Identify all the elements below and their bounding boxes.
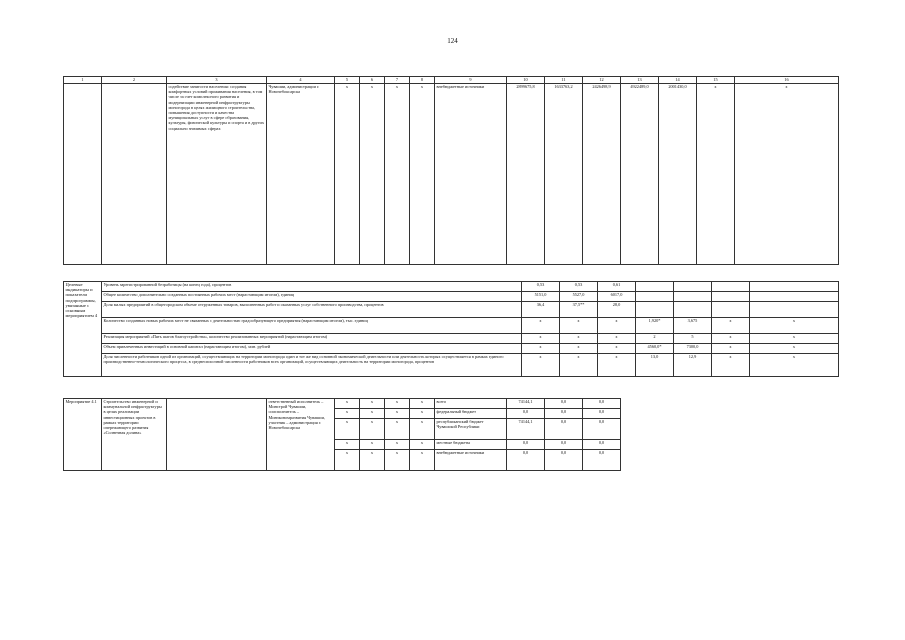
target-value: x xyxy=(598,334,636,344)
target-value: x xyxy=(560,334,598,344)
target-value: x xyxy=(522,334,560,344)
table-cell xyxy=(64,84,102,265)
funding-value: 0,0 xyxy=(583,399,621,409)
funding-value: 0,0 xyxy=(507,450,545,471)
table-cell: x xyxy=(697,84,735,265)
target-value: 5 xyxy=(674,334,712,344)
table-cell: x xyxy=(410,440,435,450)
table-cell xyxy=(659,399,697,471)
table-row xyxy=(64,399,839,409)
target-value: 1,920* xyxy=(636,318,674,334)
funding-value: 0,0 xyxy=(545,450,583,471)
continuation-table xyxy=(63,83,839,265)
target-value: x xyxy=(522,344,560,354)
target-value: 7300,0 xyxy=(674,344,712,354)
target-value: 2 xyxy=(636,334,674,344)
funding-value: 0,0 xyxy=(545,409,583,419)
header-cell: 1 xyxy=(64,77,102,84)
target-value: x xyxy=(560,344,598,354)
target-value: x xyxy=(712,318,750,334)
table-cell xyxy=(167,399,267,471)
page-number: 124 xyxy=(447,37,458,45)
funding-source: местные бюджеты xyxy=(435,440,507,450)
target-value: 12,9 xyxy=(674,354,712,377)
header-cell: 9 xyxy=(435,77,507,84)
table-cell: x xyxy=(360,399,385,409)
table-cell: x xyxy=(335,419,360,440)
header-cell: 3 xyxy=(167,77,267,84)
header-cell: 16 xyxy=(735,77,839,84)
target-value: x xyxy=(712,344,750,354)
funding-value: 0,0 xyxy=(545,440,583,450)
table-row xyxy=(64,334,839,344)
target-value: x xyxy=(560,318,598,334)
target-value xyxy=(636,282,674,292)
target-value: 5151,0 xyxy=(522,292,560,302)
target-value xyxy=(636,302,674,318)
table-cell: 2426498,9 xyxy=(583,84,621,265)
target-text: Доля малых предприятий в общегородском объеме отгруженных товаров, выполненных работ и оказанных услуг собственного производства, процентов xyxy=(102,302,522,318)
header-cell: 5 xyxy=(335,77,360,84)
target-value: x xyxy=(598,344,636,354)
target-text: Количество созданных новых рабочих мест не связанных с деятельностью градообразующего предприятия (нарастающим итогом), тыс. единиц xyxy=(102,318,522,334)
table-cell xyxy=(102,84,167,265)
target-value: 4560,0* xyxy=(636,344,674,354)
target-value xyxy=(750,302,839,318)
table-cell: содействие занятости населения: создания комфортных условий проживания населения, в том числе за счет комплексного развития и модернизации инженерной инфраструктуры моногорода в целях жилищного строительства, повышения доступности и качества муниципальных услуг в сфере образования, культуры, физической культуры и спорта и в других социально значимых сферах xyxy=(167,84,267,265)
target-value: 6017,0 xyxy=(598,292,636,302)
header-cell: 12 xyxy=(583,77,621,84)
target-text: Общее количество дополнительно созданных постоянных рабочих мест (нарастающим итогом), единиц xyxy=(102,292,522,302)
target-value xyxy=(674,302,712,318)
target-value: 0,53 xyxy=(522,282,560,292)
target-value: x xyxy=(522,354,560,377)
target-value xyxy=(674,282,712,292)
target-value: x xyxy=(712,354,750,377)
target-value: x xyxy=(598,318,636,334)
funding-source: всего xyxy=(435,399,507,409)
targets-label: Целевые индикаторы и показатели подпрограммы, увязанные с основным мероприятием 4 xyxy=(64,282,102,377)
funding-value: 0,0 xyxy=(583,419,621,440)
target-value: x xyxy=(750,354,839,377)
funding-value: 0,0 xyxy=(507,440,545,450)
header-cell: 7 xyxy=(385,77,410,84)
table-cell: 1633763,2 xyxy=(545,84,583,265)
table-cell: x xyxy=(385,450,410,471)
target-value: 5527,0 xyxy=(560,292,598,302)
target-value xyxy=(712,292,750,302)
table-cell: x xyxy=(410,84,435,265)
target-value xyxy=(712,302,750,318)
table-cell xyxy=(621,399,659,471)
table-row xyxy=(64,84,839,265)
target-value: x xyxy=(712,334,750,344)
funding-value: 74144,1 xyxy=(507,419,545,440)
table-row xyxy=(64,282,839,292)
table-cell: 2001430,0 xyxy=(659,84,697,265)
target-value: 36,4 xyxy=(522,302,560,318)
target-value: 3,675 xyxy=(674,318,712,334)
measure-table xyxy=(63,398,839,471)
table-cell: x xyxy=(410,450,435,471)
target-value: x xyxy=(750,344,839,354)
target-value xyxy=(674,292,712,302)
target-value: x xyxy=(750,334,839,344)
table-cell: x xyxy=(735,84,839,265)
measure-label: Мероприятие 4.1 xyxy=(64,399,102,471)
table-cell: x xyxy=(360,419,385,440)
table-cell: x xyxy=(335,450,360,471)
table-row xyxy=(64,318,839,334)
header-cell: 14 xyxy=(659,77,697,84)
table-cell: x xyxy=(335,440,360,450)
header-cell: 11 xyxy=(545,77,583,84)
table-cell: x xyxy=(410,419,435,440)
table-cell: x xyxy=(335,84,360,265)
table-cell: x xyxy=(385,84,410,265)
table-cell: x xyxy=(335,399,360,409)
table-cell: Чувашии, администрации г. Новочебоксарска xyxy=(267,84,335,265)
target-value: 0,61 xyxy=(598,282,636,292)
header-cell: 2 xyxy=(102,77,167,84)
target-value: 28,0 xyxy=(598,302,636,318)
funding-value: 0,0 xyxy=(583,440,621,450)
target-value: x xyxy=(598,354,636,377)
header-cell: 15 xyxy=(697,77,735,84)
table-cell: внебюджетные источники xyxy=(435,84,507,265)
table-cell xyxy=(735,399,839,471)
target-value xyxy=(750,292,839,302)
header-cell: 6 xyxy=(360,77,385,84)
target-value: x xyxy=(750,318,839,334)
target-text: Объем привлеченных инвестиций в основной капитал (нарастающим итогом), млн. рублей xyxy=(102,344,522,354)
table-cell xyxy=(697,399,735,471)
targets-table xyxy=(63,281,839,377)
table-cell: x xyxy=(385,419,410,440)
table-cell: x xyxy=(360,84,385,265)
funding-value: 0,0 xyxy=(583,409,621,419)
target-text: Реализация мероприятий «Пять шагов благоустройства», количество реализованных мероприятий (нарастающим итогом) xyxy=(102,334,522,344)
table-row xyxy=(64,302,839,318)
target-value: 37,5** xyxy=(560,302,598,318)
table-cell: x xyxy=(410,399,435,409)
measure-executor: ответственный исполнитель – Минстрой Чувашии, соисполнитель – Минэкономразвития Чувашии, участник – администрация г. Новочебоксарска xyxy=(267,399,335,471)
table-row xyxy=(64,344,839,354)
funding-source: внебюджетные источники xyxy=(435,450,507,471)
funding-source: федеральный бюджет xyxy=(435,409,507,419)
funding-value: 74144,1 xyxy=(507,399,545,409)
table-cell: 4922489,0 xyxy=(621,84,659,265)
target-value xyxy=(750,282,839,292)
table-row xyxy=(64,354,839,377)
target-text: Доля численности работников одной из организаций, осуществляющих на территории моногорода один и тот же вид основной экономической деятельности или деятельность которых осуществляется в рамках единого производственно-технологического процесса, в среднесписочной численности работников всех организаций, осуществляющих деятельность на территории моногорода, процентов xyxy=(102,354,522,377)
target-value: x xyxy=(560,354,598,377)
table-cell: x xyxy=(385,399,410,409)
target-value: 0,53 xyxy=(560,282,598,292)
funding-source: республиканский бюджет Чувашской Республики xyxy=(435,419,507,440)
table-cell: x xyxy=(360,450,385,471)
table-cell: x xyxy=(360,440,385,450)
target-value: x xyxy=(522,318,560,334)
table-cell: x xyxy=(335,409,360,419)
target-value xyxy=(636,292,674,302)
header-cell: 10 xyxy=(507,77,545,84)
funding-value: 0,0 xyxy=(583,450,621,471)
table-cell: x xyxy=(410,409,435,419)
table-cell: x xyxy=(385,409,410,419)
header-cell: 8 xyxy=(410,77,435,84)
header-cell: 13 xyxy=(621,77,659,84)
target-text: Уровень зарегистрированной безработицы (на конец года), процентов xyxy=(102,282,522,292)
funding-value: 0,0 xyxy=(545,399,583,409)
target-value xyxy=(712,282,750,292)
table-cell: x xyxy=(385,440,410,450)
table-cell: x xyxy=(360,409,385,419)
target-value: 13,0 xyxy=(636,354,674,377)
funding-value: 0,0 xyxy=(507,409,545,419)
table-row xyxy=(64,292,839,302)
funding-value: 0,0 xyxy=(545,419,583,440)
table-cell: 2899675,8 xyxy=(507,84,545,265)
measure-title: Строительство инженерной и коммунальной инфраструктуры в целях реализации инвестиционных проектов в рамках территории опережающего развития «Солнечная долина» xyxy=(102,399,167,471)
header-cell: 4 xyxy=(267,77,335,84)
